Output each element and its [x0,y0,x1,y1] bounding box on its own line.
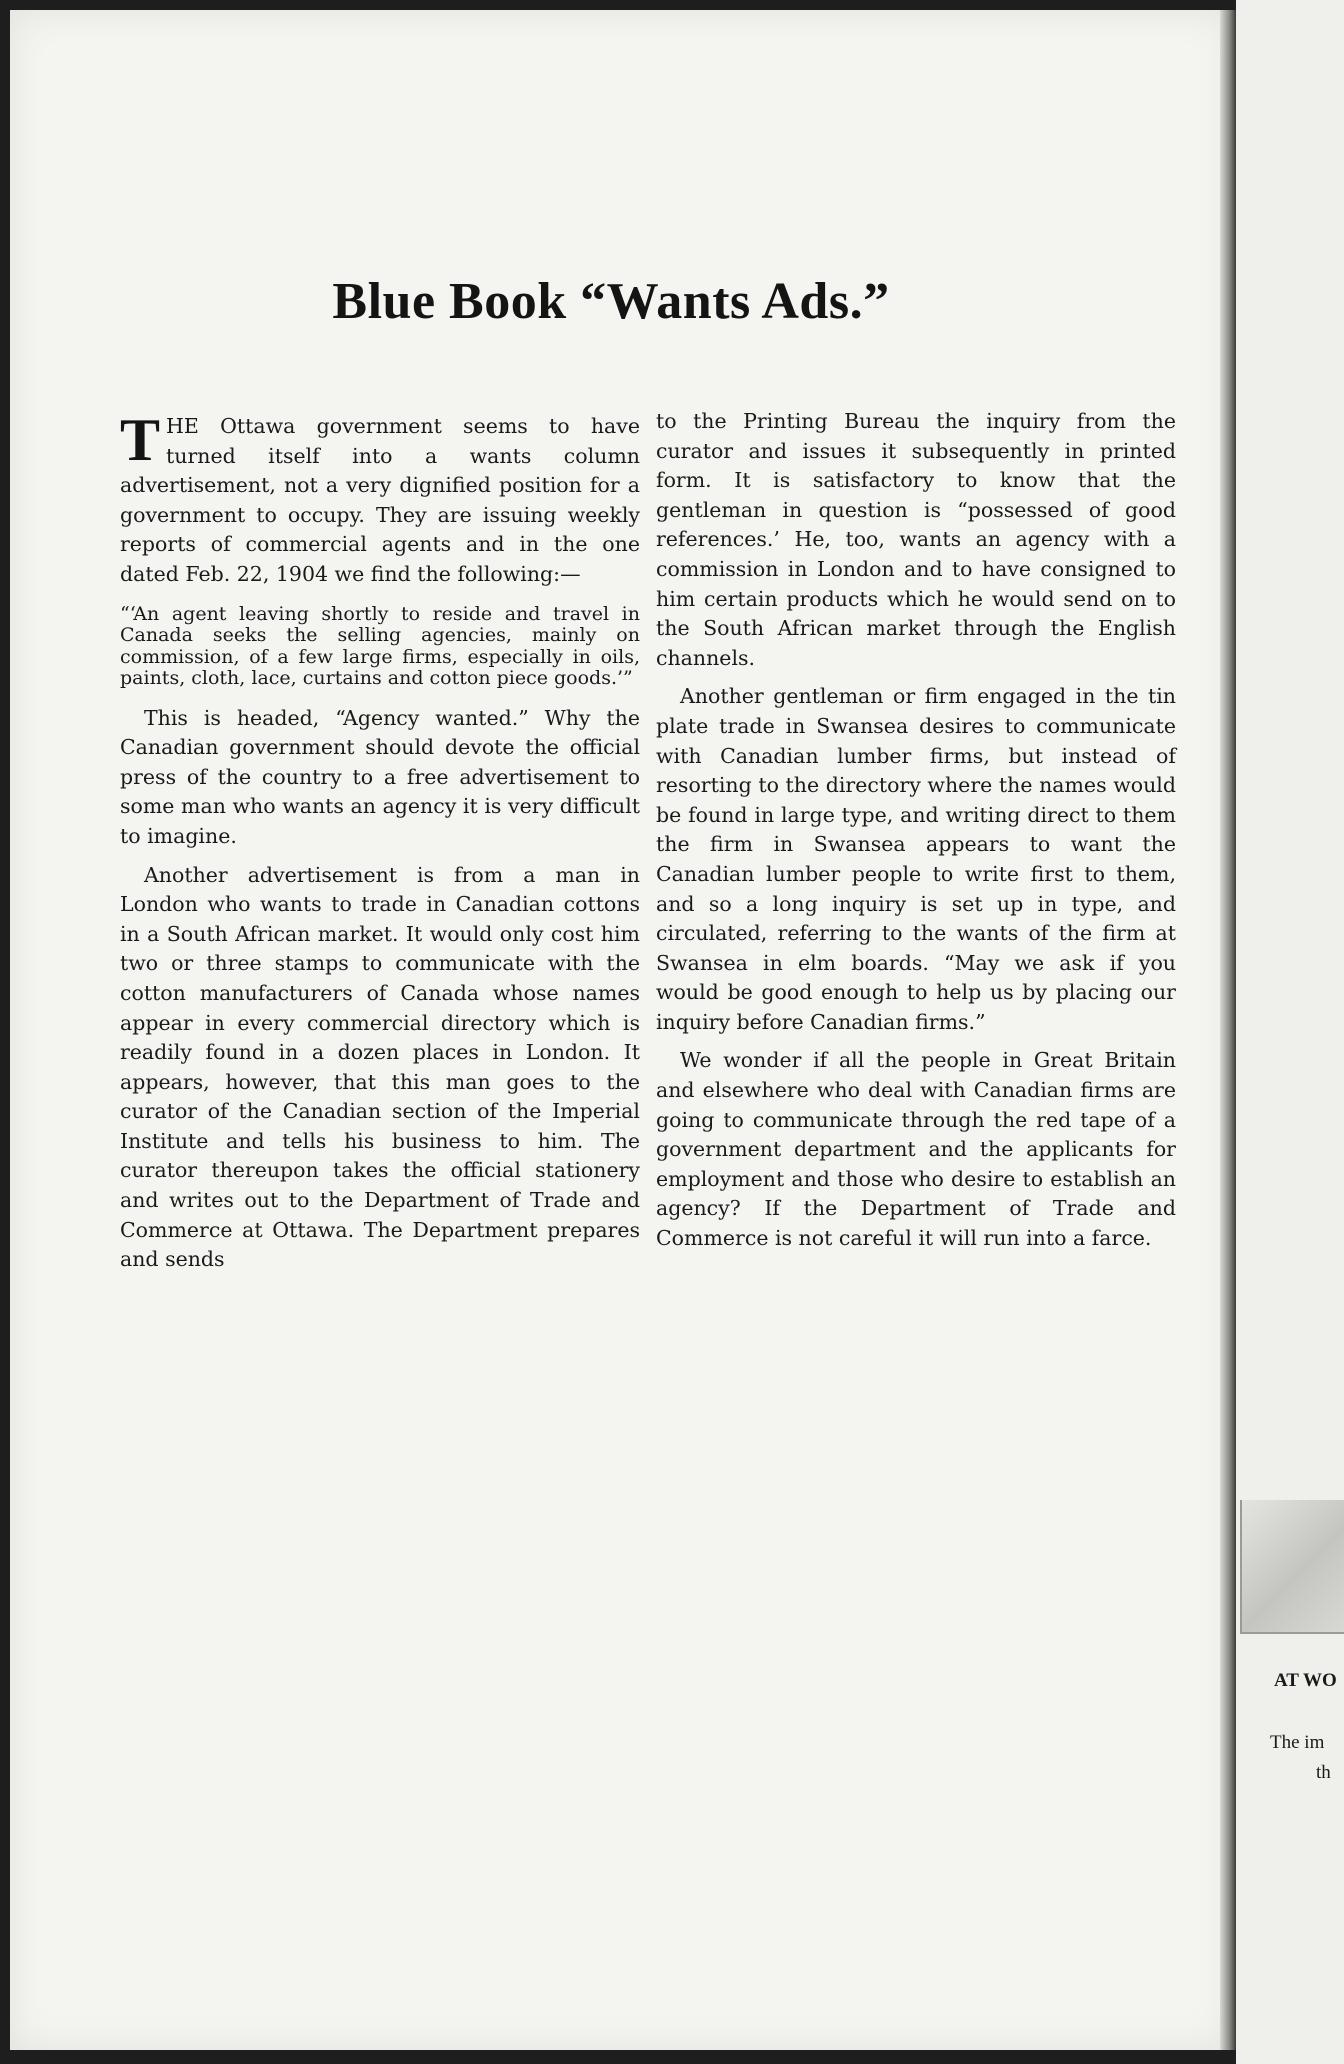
left-column [120,407,640,1284]
facing-page [1236,0,1344,2064]
facing-caption: AT WO [1274,1670,1337,1691]
paragraph-1 [120,407,640,590]
facing-line-2: th [1316,1762,1331,1783]
paragraph-2: This is headed, “Agency wanted.” Why the Canadian government should devote the official press of the country to a free advertisement to some man who wants an agency it is very difficult to imagine. [120,705,640,848]
paragraph-1-text: HE Ottawa government seems to have turned itself into a wants column advertisement, not a very dignified position for a government to occupy. They are issuing weekly reports of commercial agents and in the one dated Feb. 22, 1904 we find the following:— [120,414,640,586]
facing-page-photo [1240,1500,1344,1634]
facing-line-1: The im [1270,1732,1325,1753]
paragraph-3: Another advertisement is from a man in London who wants to trade in Canadian cottons in a South African market. It would only cost him two or three stamps to communicate with the cotton manufacturers of Canada whose names appear in every commercial directory which is readily found in a dozen places in London. It appears, however, that this man goes to the curator of the Canadian section of the Imperial Institute and tells his business to him. The curator thereupon takes the official stationery and writes out to the Department of Trade and Commerce at Ottawa. The Department prepares and sends [120,862,640,1272]
right-column [656,407,1176,1263]
article-title: Blue Book “Wants Ads.” [332,273,890,330]
paragraph-5: We wonder if all the people in Great Britain and elsewhere who deal with Canadian firms are going to communicate through the red tape of a government department and the applicants for employment and those who desire to establish an agency? If the Department of Trade and Commerce is not careful it will run into a farce. [656,1048,1176,1251]
quoted-advertisement: “‘An agent leaving shortly to reside and travel in Canada seeks the selling agencies, mainly on commission, of a few large firms, especially in oils, paints, cloth, lace, curtains and cotton piece goods.’” [120,602,640,690]
paragraph-3-continued: to the Printing Bureau the inquiry from the curator and issues it subsequently in printed form. It is satisfactory to know that the gentleman in question is “possessed of good references.’ He, too, wants an agency with a commission in London and to have consigned to him certain products which he would send on to the South African market through the English channels. [656,409,1176,670]
drop-cap: T [120,407,161,473]
page-edge-shadow [1220,10,1236,2050]
paragraph-4: Another gentleman or firm engaged in the tin plate trade in Swansea desires to communicate with Canadian lumber firms, but instead of resorting to the directory where the names would be found in large type, and writing direct to them the firm in Swansea appears to want the Canadian lumber people to write first to them, and so a long inquiry is set up in type, and circulated, referring to the wants of the firm at Swansea in elm boards. “May we ask if you would be good enough to help us by placing our inquiry before Canadian firms.” [656,684,1176,1034]
